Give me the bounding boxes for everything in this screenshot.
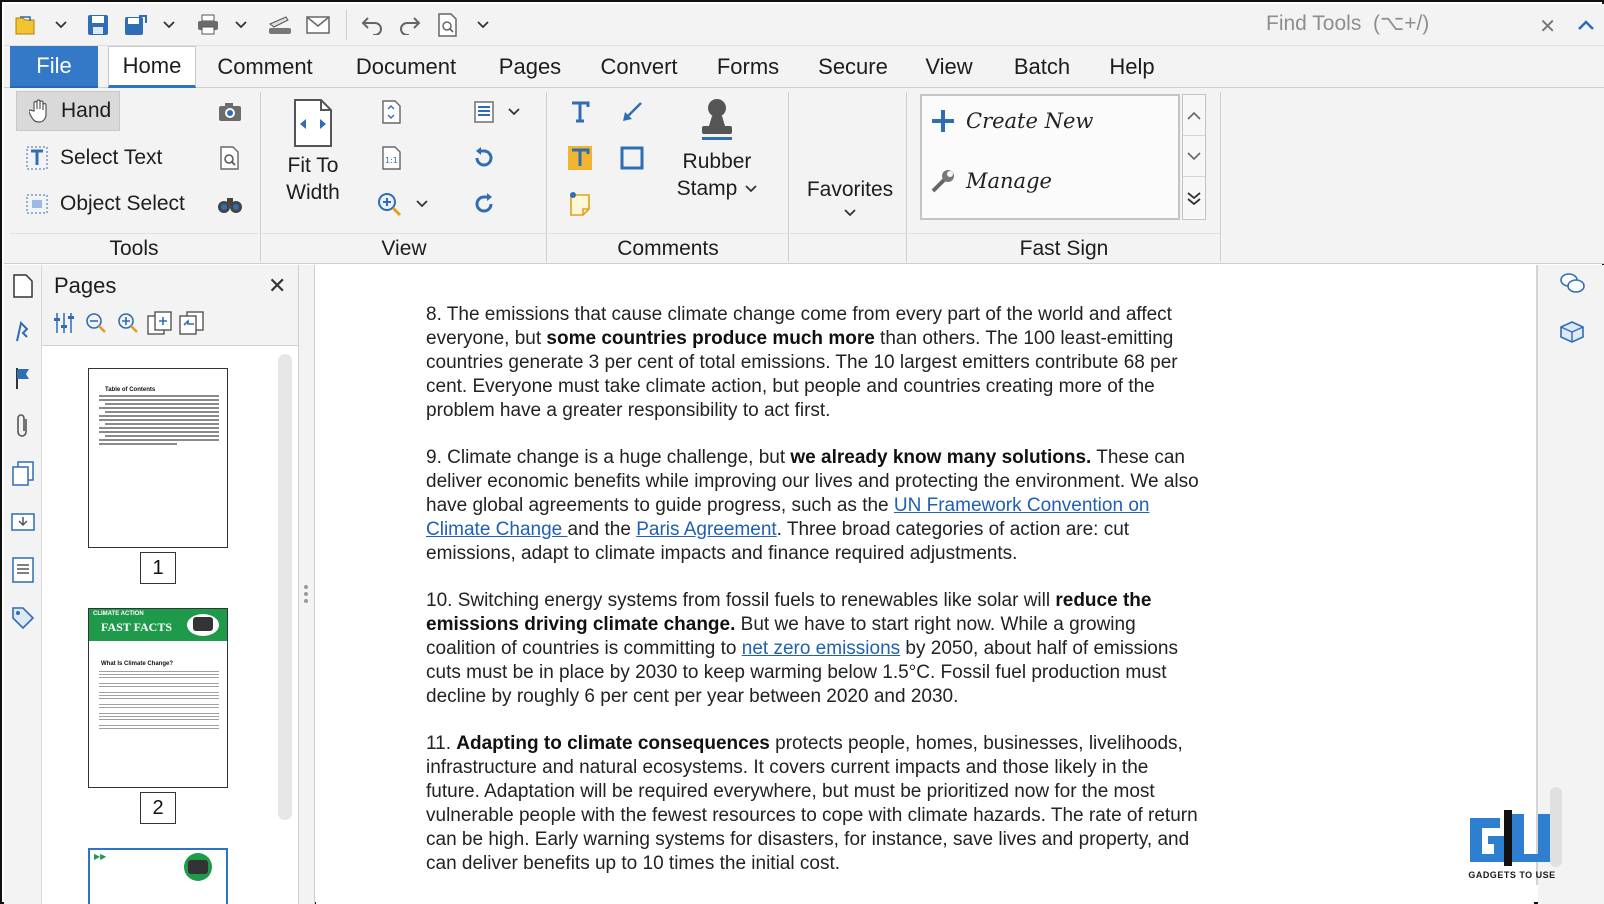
svg-text:1:1: 1:1 (385, 156, 398, 165)
fit-to-width-label-line1: Fit To (287, 154, 339, 177)
snapshot-camera-icon[interactable] (214, 96, 246, 128)
paragraph-text: But we have to start right now. While a growing coalition of countries is committing to (426, 614, 1136, 659)
email-icon[interactable] (304, 12, 332, 38)
find-tools-input[interactable] (1266, 8, 1526, 40)
page-thumbnail-1[interactable] (88, 368, 228, 548)
save-dropdown-chevron-icon[interactable] (162, 16, 176, 34)
select-text-icon (26, 146, 48, 170)
unfccc-link[interactable]: UN Framework Convention on Climate Change (426, 495, 1150, 540)
customize-dropdown-chevron-icon[interactable] (476, 16, 490, 34)
thumbnail-text-line (99, 427, 219, 429)
bold-text: reduce the emissions driving climate change. (426, 590, 1152, 635)
thumbnail-text-line (99, 728, 219, 729)
thumbnail-options-icon[interactable] (50, 309, 78, 337)
print-dropdown-chevron-icon[interactable] (234, 16, 248, 34)
ribbon-group-divider (906, 92, 907, 262)
tab-home[interactable]: Home (108, 46, 196, 88)
thumbnail-text-line (99, 439, 219, 441)
tab-batch[interactable]: Batch (1013, 54, 1071, 79)
thumbnail-text-line (99, 419, 219, 421)
page-number-label-2: 2 (140, 792, 176, 824)
favorites-group-spacer (790, 233, 906, 263)
thumbnail-text-line (105, 423, 219, 425)
fit-page-icon[interactable] (376, 96, 408, 128)
fast-facts-banner (89, 609, 227, 641)
paragraph-text: and the (567, 519, 637, 540)
fast-sign-scroller (1182, 94, 1206, 220)
zoom-page-icon[interactable] (214, 142, 246, 174)
manage-label: Manage (966, 169, 1052, 193)
rubber-stamp-label-line2: Stamp (676, 177, 738, 200)
paragraph-10 (426, 589, 1201, 709)
quick-access-toolbar (4, 4, 1604, 46)
thumbnail-text-line (99, 698, 219, 699)
properties-toolbox-icon[interactable] (1558, 317, 1586, 345)
thumbnail-text-line (99, 671, 219, 672)
tab-file[interactable]: File (10, 46, 98, 88)
rotate-right-icon[interactable] (468, 188, 500, 220)
fast-sign-group-label: Fast Sign (908, 233, 1220, 263)
object-select-icon (26, 194, 48, 214)
thumbnail-text-line (99, 395, 219, 397)
tab-pages[interactable]: Pages (498, 54, 562, 79)
tab-document[interactable]: Document (355, 54, 457, 79)
thumbnail-text-line (99, 443, 177, 445)
gadgets-to-use-watermark (1464, 810, 1560, 884)
paragraph-text: protects people, homes, businesses, livelihoods, infrastructure and natural ecosystems. It covers current impacts and those likely in the future. Adaptation will be required everywhere, but must be prioritized now for the most vulnerable people with the fewest resources to cope with climate hazards. The rate of return can be high. Early warning systems for disasters, for instance, save lives and property, and can deliver benefits up to 10 times the initial cost. (426, 733, 1198, 874)
rubber-stamp-label-row (677, 175, 758, 202)
thumbnail-text-line (99, 713, 219, 714)
save-icon[interactable] (84, 12, 112, 38)
navigation-pane-strip (4, 265, 42, 904)
object-select-button[interactable] (26, 188, 185, 220)
sticky-note-icon[interactable] (564, 188, 596, 220)
thumbnail-text-line (105, 435, 219, 437)
page-3-banner (90, 850, 226, 882)
thumbnail-text-line (99, 695, 219, 696)
fit-to-width-label-line2: Width (286, 181, 340, 204)
page-3-arrow-icon: ▶▶ (94, 852, 107, 861)
gadgets-to-use-logo (1464, 810, 1560, 870)
thumbnail-text-line (99, 716, 219, 717)
favorites-label: Favorites (806, 178, 894, 201)
net-zero-emissions-link[interactable]: net zero emissions (741, 638, 901, 659)
thumbnail-heading: Table of Contents (105, 387, 156, 393)
paragraph-11 (426, 732, 1201, 876)
paragraph-text: 9. Climate change is a huge challenge, but (426, 447, 791, 468)
rubber-stamp-label-line1: Rubber (682, 150, 752, 173)
tab-convert[interactable]: Convert (600, 54, 678, 79)
thumbnail-text-line (99, 683, 219, 684)
thumbnail-text-line (99, 674, 219, 675)
thumbnail-text-line (99, 677, 219, 678)
bold-text: Adapting to climate consequences (456, 733, 770, 754)
panel-splitter[interactable] (299, 265, 315, 904)
right-pane-strip (1538, 265, 1604, 904)
thumbnail-text-line (99, 399, 219, 401)
hand-icon (29, 99, 49, 123)
highlight-text-icon[interactable] (564, 142, 596, 174)
thumbnail-text-line (99, 686, 219, 687)
tab-comment[interactable]: Comment (217, 54, 313, 79)
megaphone-icon (176, 852, 220, 882)
bookmarks-flag-icon[interactable] (10, 363, 36, 393)
fast-sign-gallery (920, 94, 1180, 220)
comments-list-icon[interactable] (1558, 269, 1586, 297)
tab-view[interactable]: View (925, 54, 973, 79)
tab-forms[interactable]: Forms (716, 54, 780, 79)
open-dropdown-chevron-icon[interactable] (54, 16, 68, 34)
thumbnail-text-line (99, 692, 219, 693)
ribbon-tab-bar (4, 46, 1604, 88)
tools-group-label: Tools (10, 233, 258, 263)
splitter-grip[interactable] (304, 585, 309, 606)
pages-panel-icon[interactable] (10, 271, 36, 301)
print-icon[interactable] (194, 12, 222, 38)
page-number-label-1: 1 (140, 552, 176, 584)
paragraph-text: These can deliver economic benefits while improving our lives and protecting the environment. We also have global agreements to guide progress, such as the (426, 447, 1199, 516)
ribbon-group-divider (1220, 92, 1221, 262)
thumbnail-text-line (99, 725, 219, 726)
toolbar-divider (346, 10, 347, 40)
layers-icon[interactable] (10, 459, 36, 489)
favorites-dropdown-chevron-icon (844, 209, 856, 217)
find-binoculars-icon[interactable] (214, 188, 246, 220)
pages-panel (42, 265, 299, 904)
scroll-up-chevron-icon[interactable] (1183, 95, 1205, 136)
ribbon-group-divider (546, 92, 547, 262)
thumbnail-text-line (105, 403, 219, 405)
thumbnail-text-line (99, 407, 219, 409)
expand-gallery-double-chevron-icon[interactable] (1183, 177, 1205, 218)
destinations-icon[interactable] (10, 507, 36, 537)
thumbnail-heading: What Is Climate Change? (101, 661, 174, 667)
fit-to-width-icon (292, 98, 334, 148)
actual-size-icon[interactable] (376, 142, 408, 174)
select-text-label: Select Text (60, 146, 163, 169)
tags-icon[interactable] (10, 603, 36, 633)
scroll-down-chevron-icon[interactable] (1183, 136, 1205, 177)
ribbon-group-divider (260, 92, 261, 262)
redo-icon[interactable] (396, 12, 424, 38)
extract-pages-icon[interactable] (178, 309, 206, 337)
plus-icon (930, 108, 956, 134)
insert-pages-icon[interactable] (146, 309, 174, 337)
typewriter-text-icon[interactable] (564, 96, 596, 128)
thumbnail-text-line (99, 704, 219, 705)
page-thumbnail-2[interactable] (88, 608, 228, 788)
rubber-stamp-button[interactable] (672, 96, 762, 202)
tab-help[interactable]: Help (1109, 54, 1155, 79)
view-group-label: View (262, 233, 546, 263)
attachments-paperclip-icon[interactable] (10, 411, 36, 441)
megaphone-icon (181, 611, 221, 639)
manage-signatures-button[interactable] (930, 168, 1052, 194)
create-new-signature-button[interactable] (930, 108, 1093, 134)
climate-action-tag: CLIMATE ACTION (93, 611, 144, 617)
thumbnail-text-line (99, 707, 219, 708)
select-text-button[interactable] (26, 142, 162, 174)
undo-icon[interactable] (358, 12, 386, 38)
open-folder-icon[interactable] (12, 12, 40, 38)
tab-secure[interactable]: Secure (818, 54, 888, 79)
paragraph-text: . Three broad categories of action are: cut emissions, adapt to climate impacts and finance required adjustments. (426, 519, 1130, 564)
save-as-icon[interactable] (122, 12, 150, 38)
zoom-in-thumbnails-icon[interactable] (114, 309, 142, 337)
thumbnail-text-line (99, 415, 219, 417)
paragraph-text: 8. The emissions that cause climate change come from every part of the world and affect everyone, but (426, 304, 1172, 349)
rubber-stamp-dropdown-chevron-icon (745, 185, 757, 193)
collapse-ribbon-chevron-up-icon[interactable] (1574, 12, 1598, 38)
content-icon[interactable] (10, 555, 36, 585)
paragraph-8 (426, 303, 1201, 423)
ribbon-group-divider (788, 92, 789, 262)
close-panel-icon[interactable]: ✕ (268, 273, 287, 298)
create-new-label: Create New (966, 109, 1094, 133)
signatures-pen-icon[interactable] (10, 317, 36, 347)
paragraph-text: 10. Switching energy systems from fossil fuels to renewables like solar will (426, 590, 1056, 611)
zoom-dropdown-chevron-icon[interactable] (412, 188, 432, 220)
page-layout-icon[interactable] (468, 96, 500, 128)
favorites-button[interactable] (800, 176, 900, 217)
rubber-stamp-icon (697, 96, 737, 144)
thumbnail-scrollbar[interactable] (278, 354, 292, 820)
thumbnail-text-line (99, 719, 219, 720)
bold-text: we already know many solutions. (790, 447, 1092, 468)
find-in-document-icon[interactable] (434, 12, 462, 38)
paragraph-9 (426, 446, 1201, 566)
paragraph-text: by 2050, about half of emissions cuts must be in place by 2030 to keep warming below 1.5°C. Fossil fuel production must decline by roughly 6 per cent per year between 2020 and 2030. (426, 638, 1178, 707)
paragraph-text: than others. The 100 least-emitting countries generate 3 per cent of total emissions. The 10 largest emitters contribute 68 per cent. Everyone must take climate action, but people and countries creating more of the problem have a greater responsibility to act first. (426, 328, 1178, 421)
object-select-label: Object Select (60, 192, 185, 215)
wrench-icon (930, 168, 956, 194)
find-tools-box (1266, 8, 1556, 42)
document-view (316, 265, 1534, 904)
ribbon-home (4, 88, 1604, 264)
hand-tool-label: Hand (61, 99, 112, 122)
thumbnail-text-line (105, 411, 219, 413)
page-thumbnail-3[interactable] (88, 848, 228, 904)
watermark-caption: GADGETS TO USE (1468, 870, 1556, 880)
scan-icon[interactable] (266, 12, 294, 38)
zoom-out-thumbnails-icon[interactable] (82, 309, 110, 337)
fast-facts-title: FAST FACTS (101, 620, 173, 634)
clear-search-icon[interactable]: ✕ (1539, 16, 1556, 38)
comments-group-label: Comments (548, 233, 788, 263)
thumbnail-text-line (99, 431, 219, 433)
bold-text: some countries produce much more (546, 328, 875, 349)
thumbnail-list (42, 345, 298, 904)
hand-tool-button[interactable] (16, 91, 120, 131)
arrow-annotation-icon[interactable] (616, 96, 648, 128)
rectangle-tool-icon[interactable] (616, 142, 648, 174)
rotate-left-icon[interactable] (468, 142, 500, 174)
page-layout-dropdown-chevron-icon[interactable] (504, 96, 524, 128)
fit-to-width-button[interactable] (278, 98, 348, 206)
paragraph-text: 11. (426, 733, 457, 754)
paris-agreement-link[interactable]: Paris Agreement (636, 519, 777, 540)
zoom-in-icon[interactable] (374, 188, 406, 220)
pages-panel-title: Pages (54, 273, 117, 298)
